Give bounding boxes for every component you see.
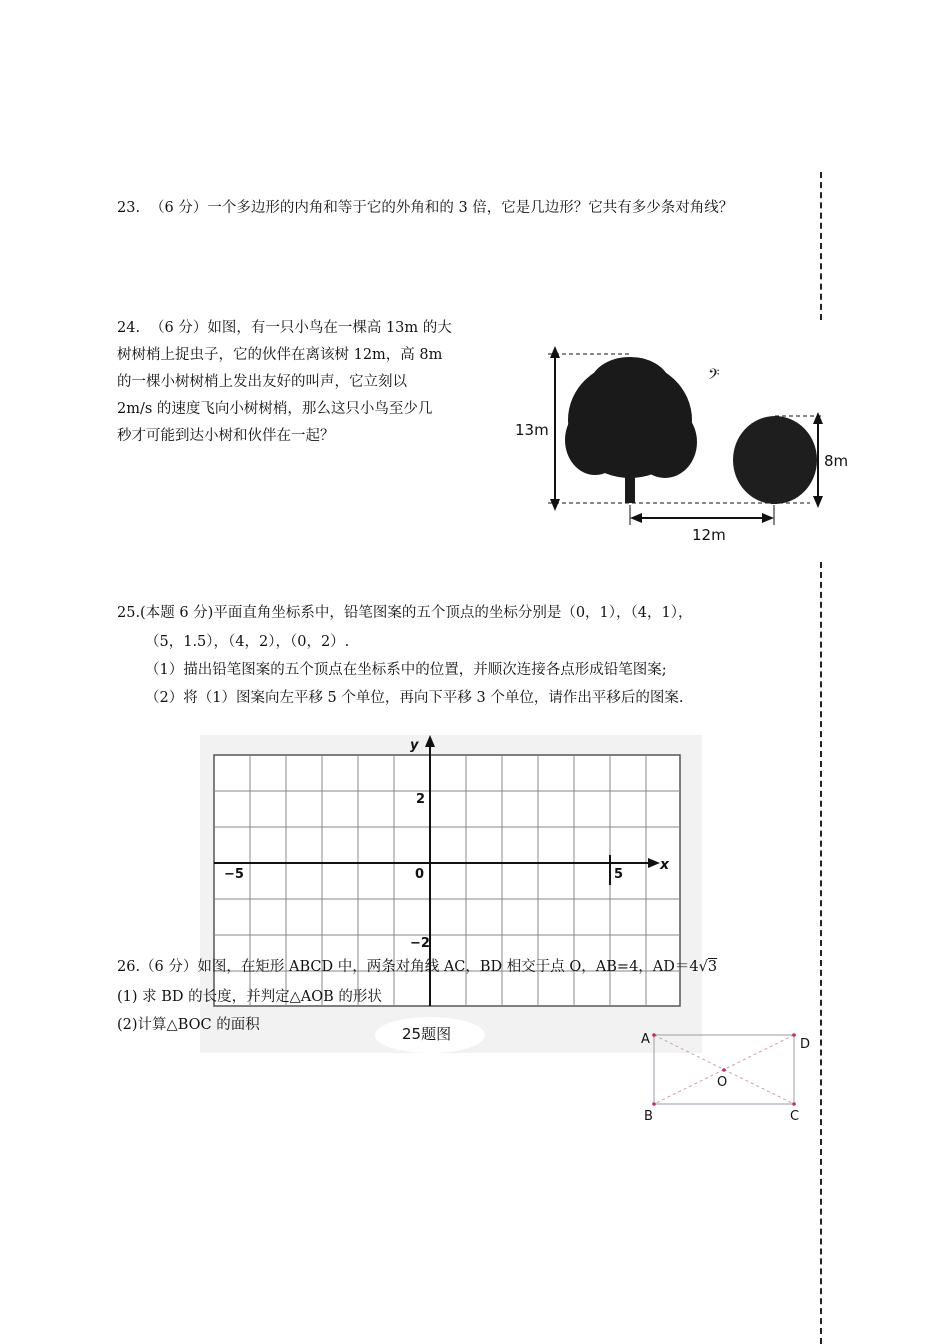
- x-axis-label: x: [660, 857, 670, 873]
- big-tree: [565, 357, 697, 503]
- point-o-label: O: [717, 1075, 728, 1090]
- q24-line-3: 的一棵小树树梢上发出友好的叫声，它立刻以: [117, 374, 407, 390]
- q26-line-2: (1) 求 BD 的长度，并判定△AOB 的形状: [117, 989, 382, 1005]
- q25-line-2: （5，1.5），（4，2），（0，2）.: [145, 634, 350, 650]
- q26-sqrt-sign: √: [698, 959, 708, 975]
- binding-line-top: [820, 172, 822, 320]
- tick-y-neg2: −2: [410, 936, 430, 951]
- tick-y-pos2: 2: [416, 792, 426, 807]
- q24-line-5: 秒才可能到达小树和伙伴在一起？: [117, 428, 335, 444]
- q24-line-4: 2m/s 的速度飞向小树树梢，那么这只小鸟至少几: [117, 401, 433, 417]
- tick-origin: 0: [415, 867, 425, 882]
- point-a-label: A: [641, 1032, 650, 1047]
- big-tree-height-label: 13m: [515, 421, 549, 439]
- q25-line-1: 25.(本题 6 分)平面直角坐标系中，铅笔图案的五个顶点的坐标分别是（0，1），（4，1），: [117, 605, 693, 621]
- q25-line-3: （1）描出铅笔图案的五个顶点在坐标系中的位置，并顺次连接各点形成铅笔图案;: [145, 662, 667, 678]
- q24-line-1: （6 分）如图，有一只小鸟在一棵高 13m 的大: [150, 320, 452, 336]
- point-d-label: D: [800, 1037, 811, 1052]
- q26-line-1-text: 26.（6 分）如图，在矩形 ABCD 中，两条对角线 AC，BD 相交于点 O，AB=4，AD＝4: [117, 959, 699, 975]
- small-tree-height-label: 8m: [824, 452, 849, 470]
- q25-line-4: （2）将（1）图案向左平移 5 个单位，再向下平移 3 个单位，请作出平移后的图案.: [145, 690, 684, 706]
- grid-caption: 25题图: [402, 1025, 452, 1043]
- q24-line-2: 树树梢上捉虫子，它的伙伴在离该树 12m，高 8m: [117, 347, 443, 363]
- bird-icon: 𝄢: [708, 366, 720, 387]
- q23-text: （6 分）一个多边形的内角和等于它的外角和的 3 倍，它是几边形？它共有多少条对角线？: [150, 200, 734, 216]
- q24-number: 24.: [117, 320, 141, 336]
- small-tree: [733, 416, 817, 504]
- rectangle-figure: [636, 1026, 816, 1126]
- tree-figure: [510, 330, 849, 550]
- y-axis-label: y: [410, 738, 419, 753]
- binding-line-bottom: [820, 562, 822, 1344]
- q23-number: 23.: [117, 200, 141, 216]
- q26-line-1: [117, 958, 717, 976]
- point-c-label: C: [790, 1109, 800, 1124]
- point-b-label: B: [644, 1109, 653, 1124]
- distance-label: 12m: [692, 526, 726, 544]
- tick-x-pos5: 5: [614, 867, 624, 882]
- tick-x-neg5: −5: [224, 867, 244, 882]
- q26-line-3: (2)计算△BOC 的面积: [117, 1017, 260, 1033]
- q26-sqrt-value: 3: [707, 959, 718, 975]
